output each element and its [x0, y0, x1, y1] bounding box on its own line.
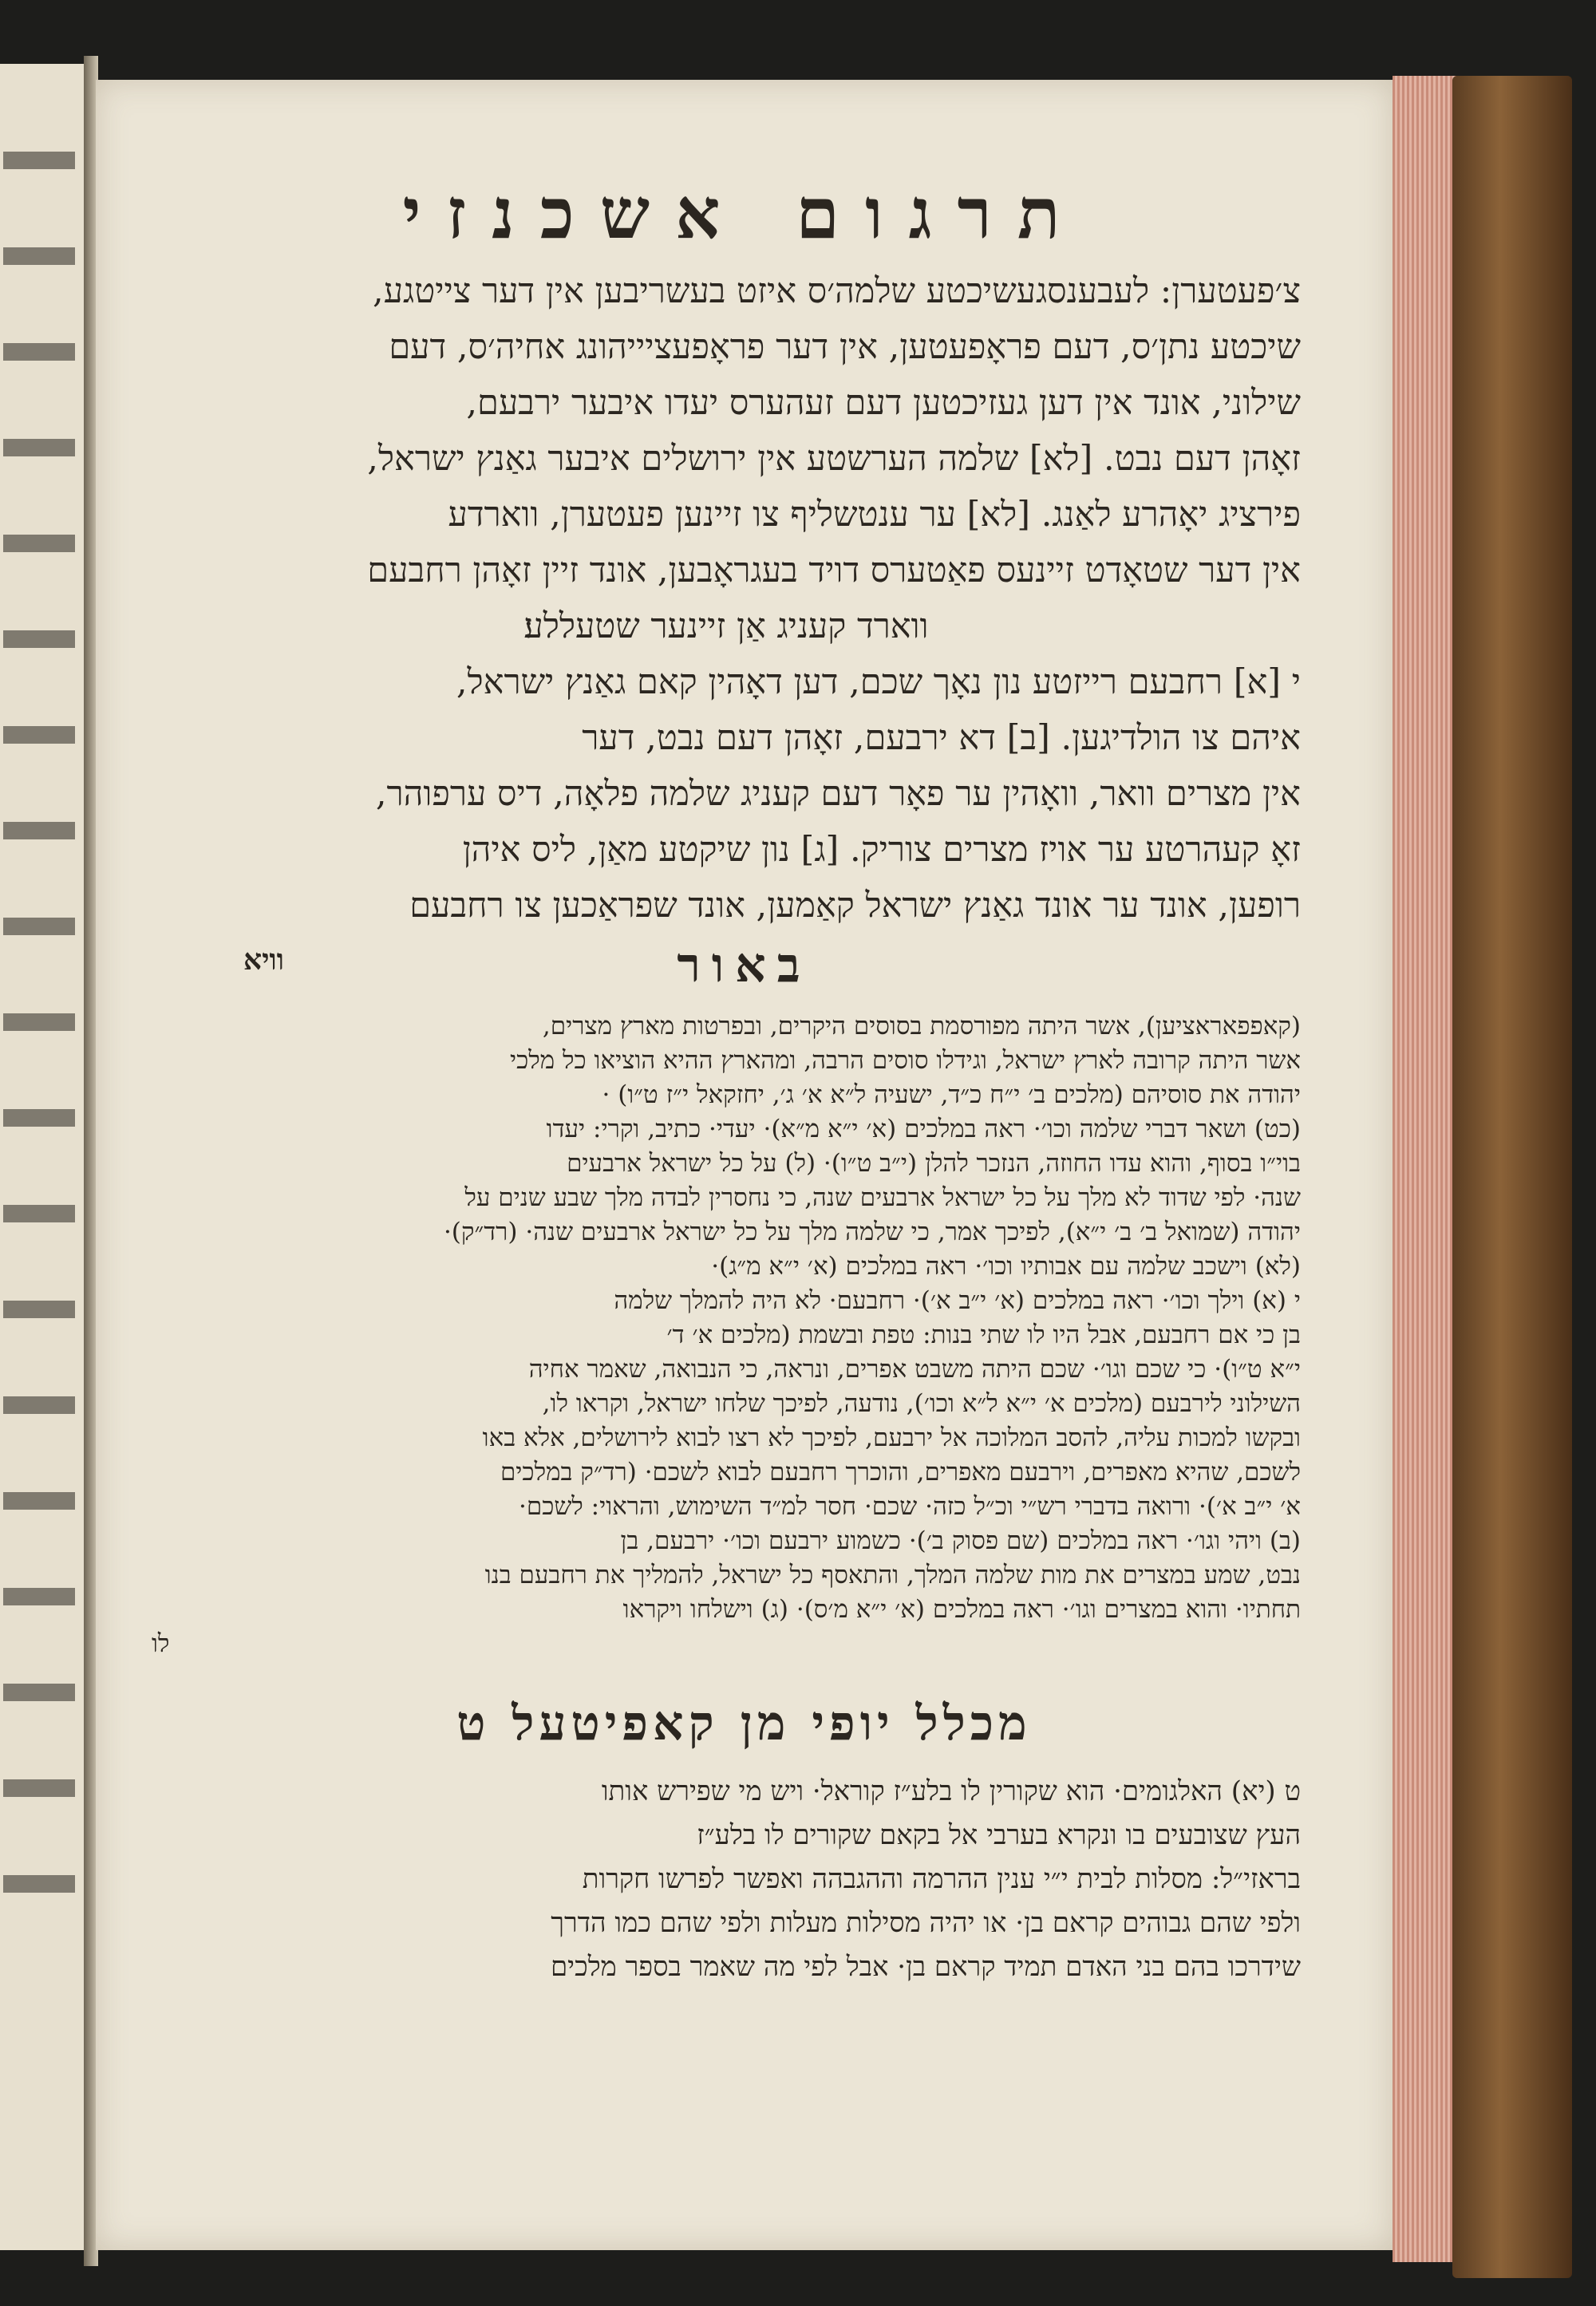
commentary-line: השילוני לירבעם (מלכים א׳ י״א ל״א וכו׳), נודעה, לפיכך שלחו ישראל, וקראו לו, — [542, 1389, 1301, 1418]
commentary-line: אשר היתה קרובה לארץ ישראל, וגידלו סוסים הרבה, ומהארץ ההיא הוציאו כל מלכי — [510, 1046, 1301, 1075]
commentary-heading: באור — [677, 938, 812, 993]
commentary-text — [152, 1009, 1301, 1661]
commentary-line: (ב) ויהי וגו׳· ראה במלכים (שם פסוק ב׳)· כשמוע ירבעם וכו׳· ירבעם, בן — [620, 1526, 1301, 1555]
section-heading: מכלל יופי מן קאפיטעל ט — [456, 1696, 1032, 1751]
notes-line: ולפי שהם גבוהים קראם בן· או יהיה מסילות מעלות ולפי שהם כמו הדרך — [551, 1907, 1301, 1939]
main-line: אין דער שטאָדט זיינעס פאַטערס דויד בעגראָבען, אונד זיין זאָהן רחבעם — [367, 551, 1301, 590]
main-line: זאָ קעהרטע ער אויז מצרים צוריק. [ג] נון שיקטע מאַן, ליס איהן — [462, 830, 1301, 870]
commentary-line: י״א ט״ו)· כי שכם וגו׳· שכם היתה משבט אפרים, ונראה, כי הנבואה, שאמר אחיה — [528, 1355, 1301, 1384]
notes-line: העץ שצובעים בו ונקרא בערבי אל בקאם שקורים לו בלע״ז — [697, 1819, 1301, 1851]
commentary-line: בוי״ו בסוף, והוא עדו החוזה, הנזכר להלן (י״ב ט״ו)· (ל) על כל ישראל ארבעים — [567, 1149, 1301, 1178]
main-text — [152, 263, 1301, 934]
section-notes — [152, 1770, 1301, 1989]
main-line: פירציג יאָהרע לאַנג. [לא] ער ענטשליף צו זיינען פעטערן, ווארדע — [448, 495, 1301, 535]
commentary-line: לשכם, שהיא מאפרים, וירבעם מאפרים, והוכרך רחבעם לבוא לשכם· (רד״ק במלכים — [500, 1458, 1301, 1487]
commentary-line: יהודה את סוסיהם (מלכים ב׳ י״ח כ״ד, ישעיה ל״א א׳ ג׳, יחזקאל י״ז ט״ו) · — [602, 1080, 1301, 1109]
book-cover — [1452, 76, 1572, 2278]
commentary-line: (לא) וישכב שלמה עם אבותיו וכו׳· ראה במלכים (א׳ י״א מ״ג)· — [711, 1252, 1301, 1281]
main-line: שילוני, אונד אין דען געזיכטען דעם זעהערס יעדו איבער ירבעם, — [466, 383, 1301, 423]
main-line: איהם צו הולדיגען. [ב] דא ירבעם, זאָהן דעם נבט, דער — [582, 718, 1301, 758]
commentary-line: שנה· לפי שדוד לא מלך על כל ישראל ארבעים שנה, כי נחסרין לבדה מלך שבע שנים על — [464, 1183, 1301, 1212]
commentary-line: תחתיו· והוא במצרים וגו׳· ראה במלכים (א׳ י״א מ׳ס)· (ג) וישלחו ויקראו — [622, 1595, 1301, 1624]
main-line: אין מצרים וואר, וואָהין ער פאָר דעם קעניג שלמה פלאָה, דיס ערפוהר, — [375, 774, 1301, 814]
main-line: י [א] רחבעם רייזטע נון נאָך שכם, דען דאָהין קאם גאַנץ ישראל, — [456, 662, 1301, 702]
notes-line: שידרכו בהם בני האדם תמיד קראם בן· אבל לפי מה שאמר בספר מלכים — [550, 1951, 1301, 1983]
commentary-line: יהודה (שמואל ב׳ ב׳ י״א), לפיכך אמר, כי שלמה מלך על כל ישראל ארבעים שנה· (רד״ק)· — [443, 1218, 1301, 1246]
commentary-line: בן כי אם רחבעם, אבל היו לו שתי בנות: טפת ובשמת (מלכים א׳ ד׳ — [666, 1321, 1301, 1349]
notes-line: ט (יא) האלגומים· הוא שקורין לו בלע״ז קוראל· ויש מי שפירש אותו — [601, 1775, 1301, 1807]
commentary-line: א׳ י״ב א׳)· ורואה בדברי רש״י וכ״ל כזה· שכם· חסר למ״ד השימוש, והראוי: לשכם· — [519, 1492, 1301, 1521]
main-line: ווארד קעניג אַן זיינער שטעללע׃ — [523, 606, 929, 646]
main-line: שיכטע נתן׳ס, דעם פראָפעטען, אין דער פראָפעציייהונג אחיה׳ס, דעם — [389, 327, 1301, 367]
main-line: זאָהן דעם נבט. [לא] שלמה הערשטע אין ירושלים איבער גאַנץ ישראל, — [367, 439, 1301, 479]
commentary-line: (קאפפאראציען), אשר היתה מפורסמת בסוסים היקרים, ובפרטות מארץ מצרים, — [542, 1012, 1301, 1040]
commentary-line: (כט) ושאר דברי שלמה וכו׳· ראה במלכים (א׳ י״א מ״א)· יעדי· כתיב, וקרי: יעדו — [546, 1115, 1301, 1143]
page-edges — [1393, 76, 1456, 2262]
commentary-line: ובקשו למכות עליה, להסב המלוכה אל ירבעם, לפיכך לא רצו לבוא לירושלים, אלא באו — [482, 1423, 1301, 1452]
notes-line: בראזי״ל: מסלות לבית י״י ענין ההרמה וההגבהה ואפשר לפרשו חקרות — [582, 1863, 1301, 1895]
page-title: תרגום אשכנזי — [402, 172, 1086, 255]
catchword: וויא — [243, 943, 284, 977]
main-line: צ׳פעטערן: לעבענסגעשיכטע שלמה׳ס איזט בעשריבען אין דער צייטגע, — [373, 271, 1301, 311]
facing-page-edge — [0, 64, 89, 2250]
commentary-line: י (א) וילך וכו׳· ראה במלכים (א׳ י״ב א׳)· רחבעם· לא היה להמלך שלמה — [614, 1286, 1301, 1315]
commentary-line: לו — [152, 1629, 170, 1658]
commentary-line: נבט, שמע במצרים את מות שלמה המלך, והתאסף כל ישראל, להמליך את רחבעם בנו — [484, 1561, 1301, 1589]
book-page — [96, 80, 1393, 2250]
main-line: רופען, אונד ער אונד גאַנץ ישראל קאַמען, אונד שפראַכען צו רחבעם — [409, 886, 1301, 926]
